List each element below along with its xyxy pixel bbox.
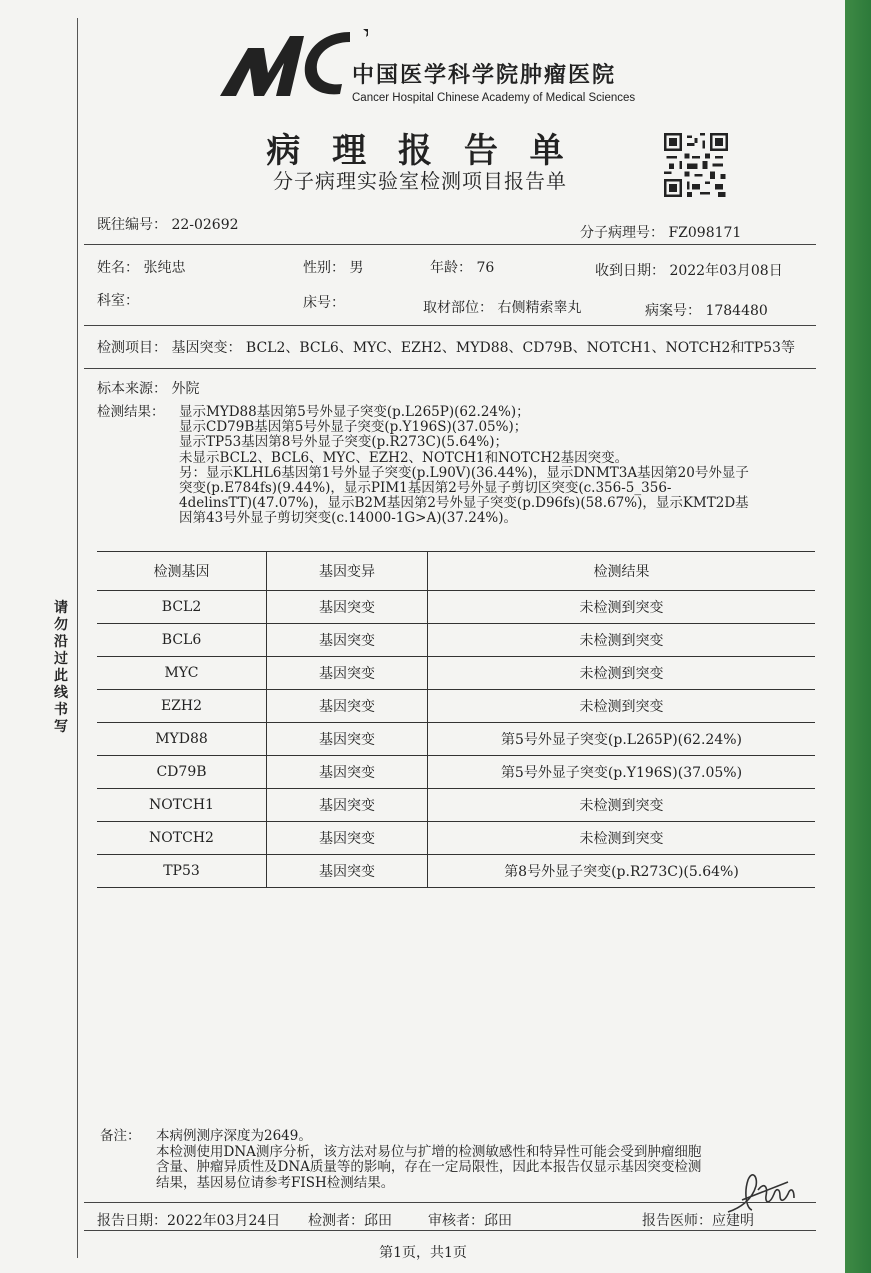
result-line: 因第43号外显子剪切突变(c.14000-1G>A)(37.24%)。 [179,510,518,527]
variant-cell: 基因突变 [267,789,428,822]
reviewer: 审核者：邱田 [428,1213,512,1229]
result-line: 未显示BCL2、BCL6、MYC、EZH2、NOTCH1和NOTCH2基因突变。 [179,449,629,466]
gene-cell: BCL6 [97,624,267,657]
specimen-source: 标本来源： 外院 [97,381,200,397]
tester: 检测者：邱田 [308,1213,392,1229]
divider [84,244,816,245]
gene-cell: NOTCH1 [97,789,267,822]
variant-cell: 基因突变 [267,723,428,756]
bed-number: 床号： [303,295,345,311]
variant-cell: 基因突变 [267,756,428,789]
side-note: 请勿沿过此线书写 [54,600,68,735]
result-cell: 未检测到突变 [428,690,816,723]
result-cell: 未检测到突变 [428,624,816,657]
result-cell: 未检测到突变 [428,657,816,690]
result-line: 另：显示KLHL6基因第1号外显子突变(p.L90V)(36.44%)，显示DNMT3A基因第20号外显子 [179,464,749,481]
variant-cell: 基因突变 [267,855,428,888]
result-line: 显示MYD88基因第5号外显子突变(p.L265P)(62.24%)； [179,404,530,420]
patient-name: 姓名： 张纯忠 [97,260,186,276]
divider [84,1230,816,1231]
column-header: 检测基因 [97,552,267,591]
page-number: 第1页，共1页 [379,1245,467,1261]
result-line: 4delinsTT)(47.07%)，显示B2M基因第2号外显子突变(p.D96fs)(58.67%)，显示KMT2D基 [179,495,749,512]
hospital-logo [218,18,368,98]
result-cell: 未检测到突变 [428,789,816,822]
received-date: 收到日期： 2022年03月08日 [595,263,783,279]
column-header: 检测结果 [428,552,816,591]
variant-cell: 基因突变 [267,822,428,855]
table-row [97,591,815,624]
note-line: 本检测使用DNA测序分析，该方法对易位与扩增的检测敏感性和特异性可能会受到肿瘤细胞 [156,1143,702,1160]
result-cell: 第5号外显子突变(p.L265P)(62.24%) [428,723,816,756]
result-cell: 第5号外显子突变(p.Y196S)(37.05%) [428,756,816,789]
result-cell: 未检测到突变 [428,822,816,855]
hospital-name-cn: 中国医学科学院肿瘤医院 [352,62,617,88]
department: 科室： [97,293,139,309]
test-items: 检测项目： 基因突变： BCL2、BCL6、MYC、EZH2、MYD88、CD79B、NOTCH1、NOTCH2和TP53等 [97,340,795,356]
table-header-row [97,552,815,591]
gene-cell: MYC [97,657,267,690]
note-line: 本病例测序深度为2649。 [156,1128,312,1144]
note-line: 结果，基因易位请参考FISH检测结果。 [156,1174,395,1191]
result-cell: 未检测到突变 [428,591,816,624]
gene-cell: CD79B [97,756,267,789]
molecular-pathology-number: 分子病理号： FZ098171 [580,225,742,241]
patient-age: 年龄： 76 [430,260,495,276]
previous-number: 既往编号： 22-02692 [97,217,239,233]
result-cell: 第8号外显子突变(p.R273C)(5.64%) [428,855,816,888]
result-line: 显示TP53基因第8号外显子突变(p.R273C)(5.64%)； [179,434,509,451]
variant-cell: 基因突变 [267,690,428,723]
table-row [97,657,815,690]
report-title: 病 理 报 告 单 [266,131,574,171]
reporting-doctor: 报告医师：应建明 [642,1213,754,1229]
hospital-name-en: Cancer Hospital Chinese Academy of Medical Sciences [352,92,636,104]
table-row [97,624,815,657]
table-row [97,723,815,756]
variant-cell: 基因突变 [267,591,428,624]
table-row [97,822,815,855]
gene-cell: TP53 [97,855,267,888]
results-label: 检测结果： [97,404,165,420]
specimen-site: 取材部位： 右侧精索睾丸 [423,300,582,316]
variant-cell: 基因突变 [267,657,428,690]
table-row [97,756,815,789]
gene-cell: BCL2 [97,591,267,624]
variant-cell: 基因突变 [267,624,428,657]
result-line: 突变(p.E784fs)(9.44%)，显示PIM1基因第2号外显子剪切区突变(c.356-5_356- [179,480,672,497]
report-date: 报告日期：2022年03月24日 [97,1213,281,1229]
binding-line [77,18,78,1258]
gene-results-table [97,551,815,888]
gene-cell: NOTCH2 [97,822,267,855]
gene-cell: MYD88 [97,723,267,756]
case-number: 病案号： 1784480 [645,303,768,319]
gene-cell: EZH2 [97,690,267,723]
notes-label: 备注： [100,1128,141,1144]
table-row [97,789,815,822]
note-line: 含量、肿瘤异质性及DNA质量等的影响，存在一定局限性，因此本报告仅显示基因突变检测 [156,1159,702,1175]
notes [100,1129,816,1191]
test-results [97,405,817,527]
divider [84,368,816,369]
divider [84,1202,816,1203]
table-row [97,855,815,888]
column-header: 基因变异 [267,552,428,591]
qr-code [664,132,728,198]
divider [84,325,816,326]
report-subtitle: 分子病理实验室检测项目报告单 [273,169,567,193]
background-edge [845,0,871,1273]
result-line: 显示CD79B基因第5号外显子突变(p.Y196S)(37.05%)； [179,419,528,436]
patient-sex: 性别： 男 [303,260,364,276]
table-row [97,690,815,723]
